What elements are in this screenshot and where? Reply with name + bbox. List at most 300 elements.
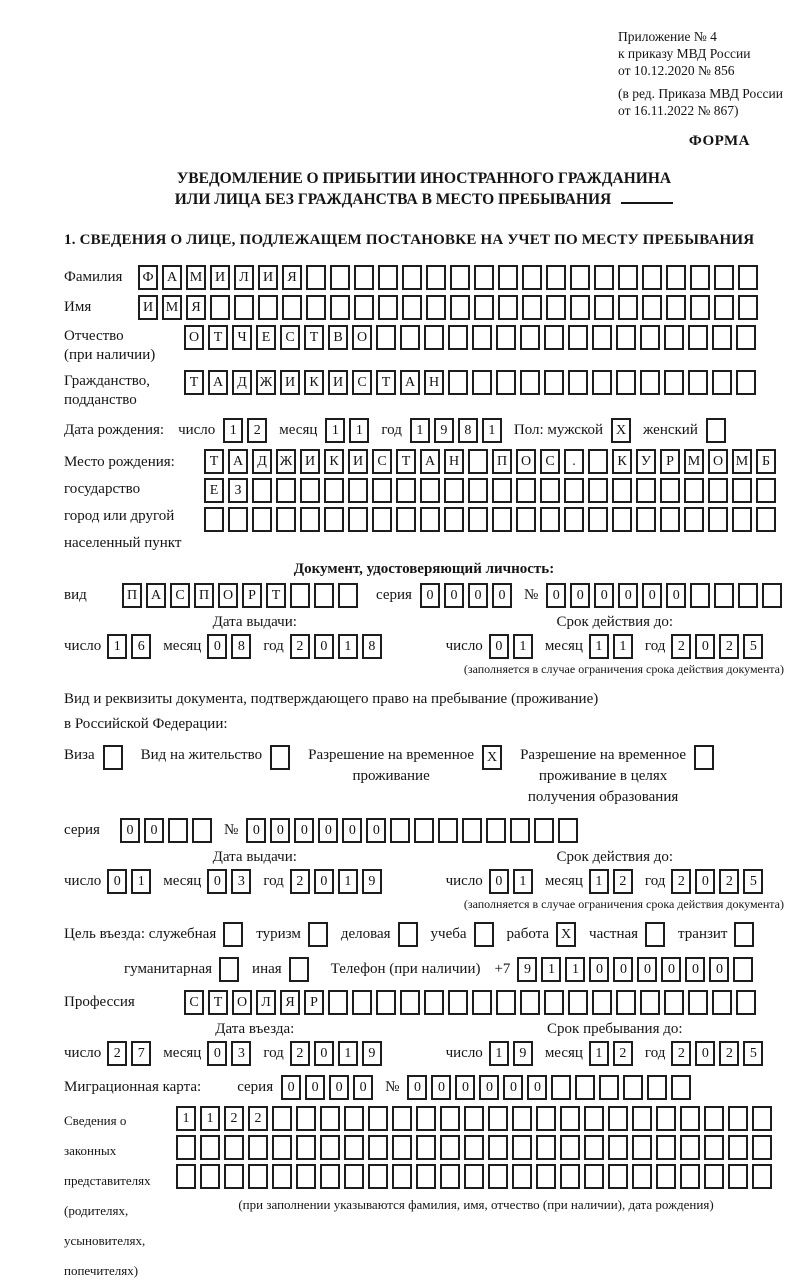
- char-cell[interactable]: 0: [281, 1075, 301, 1100]
- char-cell[interactable]: 2: [290, 869, 310, 894]
- char-cell[interactable]: [536, 1164, 556, 1189]
- char-cell[interactable]: [544, 370, 564, 395]
- char-cell[interactable]: [290, 583, 310, 608]
- char-cell[interactable]: Ж: [256, 370, 276, 395]
- char-cell[interactable]: П: [122, 583, 142, 608]
- char-cell[interactable]: [344, 1106, 364, 1131]
- char-cell[interactable]: [354, 295, 374, 320]
- char-cell[interactable]: [752, 1106, 772, 1131]
- char-cell[interactable]: [688, 325, 708, 350]
- char-cell[interactable]: 9: [513, 1041, 533, 1066]
- char-cell[interactable]: [210, 295, 230, 320]
- char-cell[interactable]: 0: [709, 957, 729, 982]
- char-cell[interactable]: Т: [204, 449, 224, 474]
- char-cell[interactable]: [444, 478, 464, 503]
- char-cell[interactable]: [728, 1135, 748, 1160]
- char-cell[interactable]: [372, 507, 392, 532]
- char-cell[interactable]: [714, 295, 734, 320]
- char-cell[interactable]: 5: [743, 1041, 763, 1066]
- char-cell[interactable]: [344, 1164, 364, 1189]
- char-cell[interactable]: [736, 990, 756, 1015]
- char-cell[interactable]: Л: [256, 990, 276, 1015]
- char-cell[interactable]: [520, 325, 540, 350]
- char-cell[interactable]: 2: [613, 869, 633, 894]
- char-cell[interactable]: 2: [719, 869, 739, 894]
- char-cell[interactable]: [736, 325, 756, 350]
- char-cell[interactable]: [296, 1164, 316, 1189]
- char-cell[interactable]: [392, 1135, 412, 1160]
- char-cell[interactable]: [402, 295, 422, 320]
- char-cell[interactable]: [575, 1075, 595, 1100]
- char-cell[interactable]: 0: [342, 818, 362, 843]
- char-cell[interactable]: [536, 1135, 556, 1160]
- char-cell[interactable]: [296, 1106, 316, 1131]
- char-cell[interactable]: [444, 507, 464, 532]
- char-cell[interactable]: 0: [455, 1075, 475, 1100]
- char-cell[interactable]: 0: [294, 818, 314, 843]
- char-cell[interactable]: [414, 818, 434, 843]
- char-cell[interactable]: [448, 370, 468, 395]
- char-cell[interactable]: Н: [424, 370, 444, 395]
- char-cell[interactable]: 2: [224, 1106, 244, 1131]
- char-cell[interactable]: 2: [671, 1041, 691, 1066]
- char-cell[interactable]: [690, 583, 710, 608]
- char-cell[interactable]: К: [612, 449, 632, 474]
- char-cell[interactable]: [390, 818, 410, 843]
- char-cell[interactable]: З: [228, 478, 248, 503]
- char-cell[interactable]: 0: [661, 957, 681, 982]
- char-cell[interactable]: [564, 507, 584, 532]
- char-cell[interactable]: М: [186, 265, 206, 290]
- char-cell[interactable]: [200, 1164, 220, 1189]
- sex-female-checkbox[interactable]: [706, 418, 730, 443]
- char-cell[interactable]: [660, 478, 680, 503]
- char-cell[interactable]: [546, 265, 566, 290]
- char-cell[interactable]: С: [170, 583, 190, 608]
- char-cell[interactable]: [168, 818, 188, 843]
- char-cell[interactable]: [488, 1135, 508, 1160]
- char-cell[interactable]: [688, 990, 708, 1015]
- char-cell[interactable]: [544, 990, 564, 1015]
- char-cell[interactable]: 1: [589, 634, 609, 659]
- char-cell[interactable]: [756, 478, 776, 503]
- purpose-private-checkbox[interactable]: [645, 922, 669, 947]
- char-cell[interactable]: 2: [719, 1041, 739, 1066]
- char-cell[interactable]: 2: [613, 1041, 633, 1066]
- citizenship-input[interactable]: [184, 370, 760, 395]
- char-cell[interactable]: [690, 265, 710, 290]
- char-cell[interactable]: [219, 957, 239, 982]
- char-cell[interactable]: 0: [685, 957, 705, 982]
- char-cell[interactable]: Ч: [232, 325, 252, 350]
- char-cell[interactable]: X: [611, 418, 631, 443]
- char-cell[interactable]: А: [420, 449, 440, 474]
- char-cell[interactable]: 1: [325, 418, 345, 443]
- char-cell[interactable]: [472, 990, 492, 1015]
- char-cell[interactable]: X: [556, 922, 576, 947]
- char-cell[interactable]: [642, 265, 662, 290]
- char-cell[interactable]: [536, 1106, 556, 1131]
- char-cell[interactable]: 9: [434, 418, 454, 443]
- char-cell[interactable]: [426, 265, 446, 290]
- char-cell[interactable]: К: [304, 370, 324, 395]
- char-cell[interactable]: 0: [207, 1041, 227, 1066]
- char-cell[interactable]: [258, 295, 278, 320]
- char-cell[interactable]: О: [218, 583, 238, 608]
- char-cell[interactable]: 5: [743, 634, 763, 659]
- char-cell[interactable]: 0: [420, 583, 440, 608]
- char-cell[interactable]: [570, 265, 590, 290]
- char-cell[interactable]: [520, 370, 540, 395]
- char-cell[interactable]: 2: [107, 1041, 127, 1066]
- char-cell[interactable]: [400, 990, 420, 1015]
- char-cell[interactable]: [704, 1135, 724, 1160]
- char-cell[interactable]: [368, 1164, 388, 1189]
- char-cell[interactable]: 8: [362, 634, 382, 659]
- char-cell[interactable]: [324, 478, 344, 503]
- char-cell[interactable]: [642, 295, 662, 320]
- char-cell[interactable]: 1: [613, 634, 633, 659]
- residence-series-input[interactable]: [120, 818, 216, 843]
- char-cell[interactable]: [200, 1135, 220, 1160]
- char-cell[interactable]: [424, 990, 444, 1015]
- residence-number-input[interactable]: [246, 818, 582, 843]
- residence-valid-day-input[interactable]: [489, 869, 537, 894]
- char-cell[interactable]: 0: [479, 1075, 499, 1100]
- char-cell[interactable]: 0: [318, 818, 338, 843]
- char-cell[interactable]: [492, 478, 512, 503]
- doc-series-input[interactable]: [420, 583, 516, 608]
- residence-permit-checkbox[interactable]: [270, 745, 294, 770]
- char-cell[interactable]: [192, 818, 212, 843]
- char-cell[interactable]: X: [482, 745, 502, 770]
- char-cell[interactable]: [564, 478, 584, 503]
- char-cell[interactable]: А: [162, 265, 182, 290]
- char-cell[interactable]: 1: [513, 634, 533, 659]
- char-cell[interactable]: [592, 370, 612, 395]
- char-cell[interactable]: [656, 1135, 676, 1160]
- char-cell[interactable]: [496, 325, 516, 350]
- char-cell[interactable]: [372, 478, 392, 503]
- char-cell[interactable]: [468, 478, 488, 503]
- char-cell[interactable]: 3: [231, 869, 251, 894]
- char-cell[interactable]: [752, 1135, 772, 1160]
- char-cell[interactable]: Р: [304, 990, 324, 1015]
- char-cell[interactable]: [354, 265, 374, 290]
- char-cell[interactable]: [486, 818, 506, 843]
- char-cell[interactable]: [320, 1164, 340, 1189]
- char-cell[interactable]: [512, 1164, 532, 1189]
- char-cell[interactable]: 0: [107, 869, 127, 894]
- migration-series-input[interactable]: [281, 1075, 377, 1100]
- char-cell[interactable]: .: [564, 449, 584, 474]
- char-cell[interactable]: С: [280, 325, 300, 350]
- char-cell[interactable]: [592, 990, 612, 1015]
- char-cell[interactable]: [734, 922, 754, 947]
- char-cell[interactable]: 0: [270, 818, 290, 843]
- char-cell[interactable]: 0: [120, 818, 140, 843]
- char-cell[interactable]: Т: [208, 990, 228, 1015]
- char-cell[interactable]: Р: [660, 449, 680, 474]
- char-cell[interactable]: А: [400, 370, 420, 395]
- char-cell[interactable]: [426, 295, 446, 320]
- char-cell[interactable]: 2: [671, 869, 691, 894]
- char-cell[interactable]: [534, 818, 554, 843]
- char-cell[interactable]: [496, 370, 516, 395]
- char-cell[interactable]: П: [492, 449, 512, 474]
- char-cell[interactable]: Ф: [138, 265, 158, 290]
- char-cell[interactable]: [376, 990, 396, 1015]
- char-cell[interactable]: [584, 1135, 604, 1160]
- residence-issue-year-input[interactable]: [290, 869, 386, 894]
- char-cell[interactable]: 0: [246, 818, 266, 843]
- stay-year-input[interactable]: [671, 1041, 767, 1066]
- birth-month-input[interactable]: [325, 418, 373, 443]
- char-cell[interactable]: [289, 957, 309, 982]
- char-cell[interactable]: 0: [489, 634, 509, 659]
- char-cell[interactable]: 2: [247, 418, 267, 443]
- char-cell[interactable]: [584, 1164, 604, 1189]
- char-cell[interactable]: [708, 478, 728, 503]
- char-cell[interactable]: И: [300, 449, 320, 474]
- sex-male-checkbox[interactable]: [611, 418, 635, 443]
- char-cell[interactable]: [472, 325, 492, 350]
- char-cell[interactable]: [704, 1106, 724, 1131]
- char-cell[interactable]: [632, 1164, 652, 1189]
- char-cell[interactable]: [488, 1106, 508, 1131]
- char-cell[interactable]: [223, 922, 243, 947]
- char-cell[interactable]: 0: [314, 869, 334, 894]
- char-cell[interactable]: М: [684, 449, 704, 474]
- char-cell[interactable]: 0: [207, 634, 227, 659]
- char-cell[interactable]: 0: [695, 869, 715, 894]
- char-cell[interactable]: 9: [362, 1041, 382, 1066]
- stay-day-input[interactable]: [489, 1041, 537, 1066]
- char-cell[interactable]: [680, 1135, 700, 1160]
- char-cell[interactable]: 1: [223, 418, 243, 443]
- char-cell[interactable]: 0: [314, 1041, 334, 1066]
- char-cell[interactable]: Т: [184, 370, 204, 395]
- birth-year-input[interactable]: [410, 418, 506, 443]
- char-cell[interactable]: [618, 295, 638, 320]
- char-cell[interactable]: К: [324, 449, 344, 474]
- char-cell[interactable]: [551, 1075, 571, 1100]
- stay-month-input[interactable]: [589, 1041, 637, 1066]
- char-cell[interactable]: 2: [671, 634, 691, 659]
- char-cell[interactable]: Б: [756, 449, 776, 474]
- char-cell[interactable]: 2: [719, 634, 739, 659]
- char-cell[interactable]: [688, 370, 708, 395]
- char-cell[interactable]: [176, 1135, 196, 1160]
- char-cell[interactable]: Т: [208, 325, 228, 350]
- char-cell[interactable]: 0: [527, 1075, 547, 1100]
- char-cell[interactable]: [276, 478, 296, 503]
- char-cell[interactable]: И: [280, 370, 300, 395]
- char-cell[interactable]: [396, 507, 416, 532]
- purpose-business-checkbox[interactable]: [398, 922, 422, 947]
- char-cell[interactable]: 0: [207, 869, 227, 894]
- char-cell[interactable]: [474, 922, 494, 947]
- char-cell[interactable]: И: [138, 295, 158, 320]
- char-cell[interactable]: 0: [546, 583, 566, 608]
- char-cell[interactable]: 2: [290, 1041, 310, 1066]
- char-cell[interactable]: [690, 295, 710, 320]
- char-cell[interactable]: [330, 295, 350, 320]
- char-cell[interactable]: [623, 1075, 643, 1100]
- surname-input[interactable]: [138, 265, 762, 290]
- char-cell[interactable]: [270, 745, 290, 770]
- char-cell[interactable]: [704, 1164, 724, 1189]
- char-cell[interactable]: [660, 507, 680, 532]
- char-cell[interactable]: [756, 507, 776, 532]
- char-cell[interactable]: 1: [338, 634, 358, 659]
- char-cell[interactable]: [376, 325, 396, 350]
- char-cell[interactable]: [498, 295, 518, 320]
- char-cell[interactable]: [544, 325, 564, 350]
- char-cell[interactable]: [512, 1106, 532, 1131]
- char-cell[interactable]: [608, 1164, 628, 1189]
- char-cell[interactable]: [512, 1135, 532, 1160]
- char-cell[interactable]: 9: [362, 869, 382, 894]
- char-cell[interactable]: О: [708, 449, 728, 474]
- char-cell[interactable]: 1: [338, 869, 358, 894]
- char-cell[interactable]: [570, 295, 590, 320]
- char-cell[interactable]: [344, 1135, 364, 1160]
- char-cell[interactable]: [684, 507, 704, 532]
- char-cell[interactable]: [588, 449, 608, 474]
- char-cell[interactable]: [300, 507, 320, 532]
- char-cell[interactable]: 1: [489, 1041, 509, 1066]
- char-cell[interactable]: [420, 478, 440, 503]
- profession-input[interactable]: [184, 990, 760, 1015]
- phone-input[interactable]: [517, 957, 757, 982]
- char-cell[interactable]: Ж: [276, 449, 296, 474]
- char-cell[interactable]: [348, 507, 368, 532]
- char-cell[interactable]: [618, 265, 638, 290]
- char-cell[interactable]: [752, 1164, 772, 1189]
- char-cell[interactable]: 2: [290, 634, 310, 659]
- char-cell[interactable]: 1: [200, 1106, 220, 1131]
- char-cell[interactable]: [282, 295, 302, 320]
- char-cell[interactable]: [488, 1164, 508, 1189]
- representatives-row2-input[interactable]: [176, 1135, 776, 1160]
- char-cell[interactable]: [464, 1135, 484, 1160]
- purpose-tourism-checkbox[interactable]: [308, 922, 332, 947]
- residence-valid-month-input[interactable]: [589, 869, 637, 894]
- char-cell[interactable]: 8: [458, 418, 478, 443]
- char-cell[interactable]: [272, 1164, 292, 1189]
- char-cell[interactable]: 8: [231, 634, 251, 659]
- char-cell[interactable]: [694, 745, 714, 770]
- char-cell[interactable]: 1: [410, 418, 430, 443]
- char-cell[interactable]: [352, 990, 372, 1015]
- char-cell[interactable]: 1: [589, 869, 609, 894]
- char-cell[interactable]: [588, 478, 608, 503]
- char-cell[interactable]: [440, 1164, 460, 1189]
- char-cell[interactable]: И: [258, 265, 278, 290]
- char-cell[interactable]: 0: [637, 957, 657, 982]
- char-cell[interactable]: [540, 507, 560, 532]
- char-cell[interactable]: [584, 1106, 604, 1131]
- char-cell[interactable]: [248, 1135, 268, 1160]
- char-cell[interactable]: О: [516, 449, 536, 474]
- char-cell[interactable]: [640, 370, 660, 395]
- char-cell[interactable]: [522, 295, 542, 320]
- char-cell[interactable]: Я: [282, 265, 302, 290]
- char-cell[interactable]: 0: [314, 634, 334, 659]
- char-cell[interactable]: 0: [503, 1075, 523, 1100]
- char-cell[interactable]: [510, 818, 530, 843]
- char-cell[interactable]: [664, 325, 684, 350]
- char-cell[interactable]: [656, 1106, 676, 1131]
- char-cell[interactable]: 0: [594, 583, 614, 608]
- char-cell[interactable]: [712, 990, 732, 1015]
- char-cell[interactable]: [252, 478, 272, 503]
- purpose-humanitarian-checkbox[interactable]: [219, 957, 243, 982]
- char-cell[interactable]: [462, 818, 482, 843]
- entry-month-input[interactable]: [207, 1041, 255, 1066]
- char-cell[interactable]: 0: [642, 583, 662, 608]
- char-cell[interactable]: А: [146, 583, 166, 608]
- char-cell[interactable]: 1: [131, 869, 151, 894]
- char-cell[interactable]: [468, 449, 488, 474]
- char-cell[interactable]: [306, 265, 326, 290]
- char-cell[interactable]: 0: [618, 583, 638, 608]
- char-cell[interactable]: [632, 1135, 652, 1160]
- char-cell[interactable]: И: [328, 370, 348, 395]
- residence-issue-month-input[interactable]: [207, 869, 255, 894]
- char-cell[interactable]: 6: [131, 634, 151, 659]
- char-cell[interactable]: [338, 583, 358, 608]
- char-cell[interactable]: [714, 583, 734, 608]
- char-cell[interactable]: С: [540, 449, 560, 474]
- char-cell[interactable]: [474, 295, 494, 320]
- patronymic-input[interactable]: [184, 325, 760, 350]
- char-cell[interactable]: [306, 295, 326, 320]
- doc-issue-month-input[interactable]: [207, 634, 255, 659]
- char-cell[interactable]: 1: [107, 634, 127, 659]
- doc-number-input[interactable]: [546, 583, 786, 608]
- char-cell[interactable]: [392, 1164, 412, 1189]
- char-cell[interactable]: [420, 507, 440, 532]
- char-cell[interactable]: [664, 990, 684, 1015]
- char-cell[interactable]: А: [228, 449, 248, 474]
- char-cell[interactable]: 1: [482, 418, 502, 443]
- char-cell[interactable]: [684, 478, 704, 503]
- char-cell[interactable]: [612, 507, 632, 532]
- char-cell[interactable]: 0: [366, 818, 386, 843]
- char-cell[interactable]: Т: [396, 449, 416, 474]
- char-cell[interactable]: [712, 370, 732, 395]
- char-cell[interactable]: [368, 1106, 388, 1131]
- char-cell[interactable]: [378, 295, 398, 320]
- entry-year-input[interactable]: [290, 1041, 386, 1066]
- char-cell[interactable]: И: [210, 265, 230, 290]
- char-cell[interactable]: 2: [248, 1106, 268, 1131]
- migration-number-input[interactable]: [407, 1075, 695, 1100]
- char-cell[interactable]: [732, 478, 752, 503]
- purpose-study-checkbox[interactable]: [474, 922, 498, 947]
- char-cell[interactable]: 0: [666, 583, 686, 608]
- temp-residence-checkbox[interactable]: [482, 745, 506, 770]
- char-cell[interactable]: 7: [131, 1041, 151, 1066]
- char-cell[interactable]: [647, 1075, 667, 1100]
- char-cell[interactable]: 1: [541, 957, 561, 982]
- char-cell[interactable]: [468, 507, 488, 532]
- char-cell[interactable]: Я: [280, 990, 300, 1015]
- char-cell[interactable]: [464, 1164, 484, 1189]
- char-cell[interactable]: [392, 1106, 412, 1131]
